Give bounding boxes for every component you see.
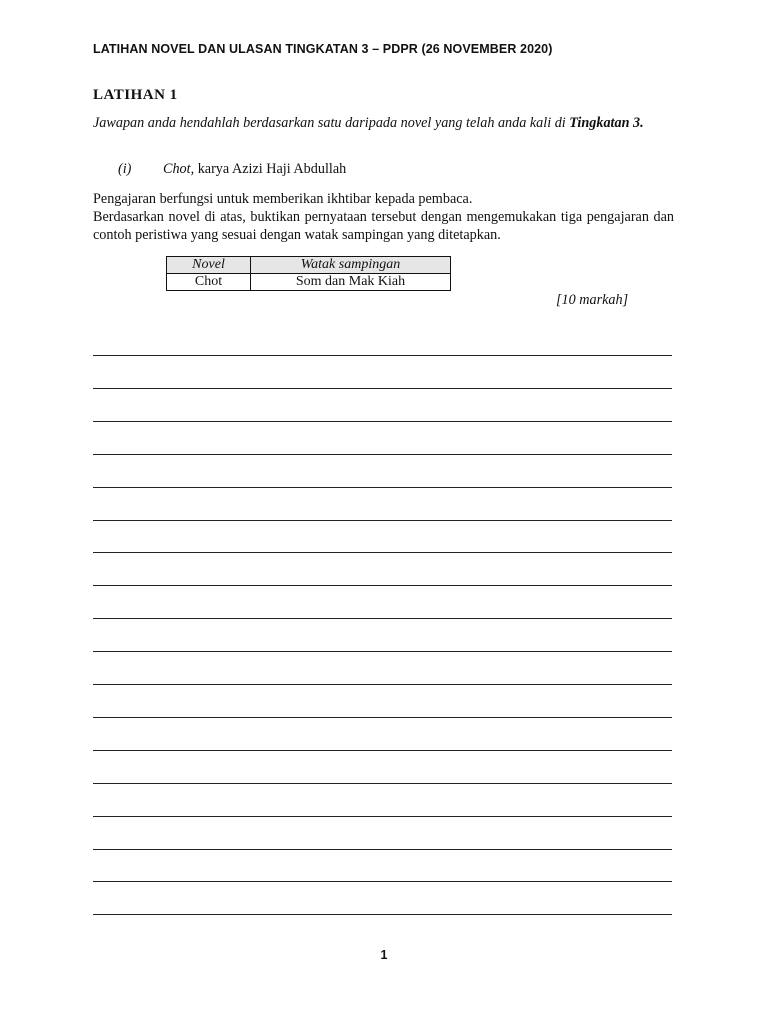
- marks-label: [10 markah]: [556, 292, 629, 308]
- answer-line: [93, 783, 672, 784]
- table-cell-character: Som dan Mak Kiah: [251, 274, 451, 291]
- instruction-main: Jawapan anda hendahlah berdasarkan satu daripada novel yang telah anda kali di: [93, 115, 566, 131]
- answer-line: [93, 750, 672, 751]
- question-line-1: Pengajaran berfungsi untuk memberikan ikhtibar kepada pembaca.: [93, 191, 473, 207]
- novel-author: karya Azizi Haji Abdullah: [194, 161, 347, 177]
- table-header-row: [167, 257, 451, 274]
- answer-line: [93, 849, 672, 850]
- character-table: [166, 256, 451, 291]
- item-number: (i): [118, 161, 132, 177]
- question-line-2: Berdasarkan novel di atas, buktikan pernyataan tersebut dengan mengemukakan tiga pengajaran dan contoh peristiwa yang sesuai dengan watak sampingan yang ditetapkan.: [93, 209, 674, 243]
- table-header-novel: Novel: [167, 257, 251, 274]
- table-row: [167, 274, 451, 291]
- answer-line: [93, 881, 672, 882]
- answer-line: [93, 421, 672, 422]
- answer-line: [93, 585, 672, 586]
- exercise-title: LATIHAN 1: [93, 87, 178, 103]
- answer-line: [93, 520, 672, 521]
- answer-line: [93, 454, 672, 455]
- novel-item: [118, 161, 346, 178]
- answer-line: [93, 651, 672, 652]
- answer-line: [93, 816, 672, 817]
- novel-title: Chot,: [163, 161, 195, 177]
- answer-line: [93, 388, 672, 389]
- page-header: LATIHAN NOVEL DAN ULASAN TINGKATAN 3 – PDPR (26 NOVEMBER 2020): [93, 42, 553, 56]
- answer-line: [93, 487, 672, 488]
- answer-line: [93, 552, 672, 553]
- page-number: 1: [380, 948, 388, 962]
- question-paragraph: [93, 190, 674, 244]
- answer-line: [93, 618, 672, 619]
- instruction-text: [93, 114, 673, 133]
- answer-line: [93, 355, 672, 356]
- answer-line: [93, 717, 672, 718]
- table-header-character: Watak sampingan: [251, 257, 451, 274]
- answer-line: [93, 914, 672, 915]
- table-cell-novel: Chot: [167, 274, 251, 291]
- answer-line: [93, 684, 672, 685]
- instruction-bold: Tingkatan 3.: [569, 115, 644, 131]
